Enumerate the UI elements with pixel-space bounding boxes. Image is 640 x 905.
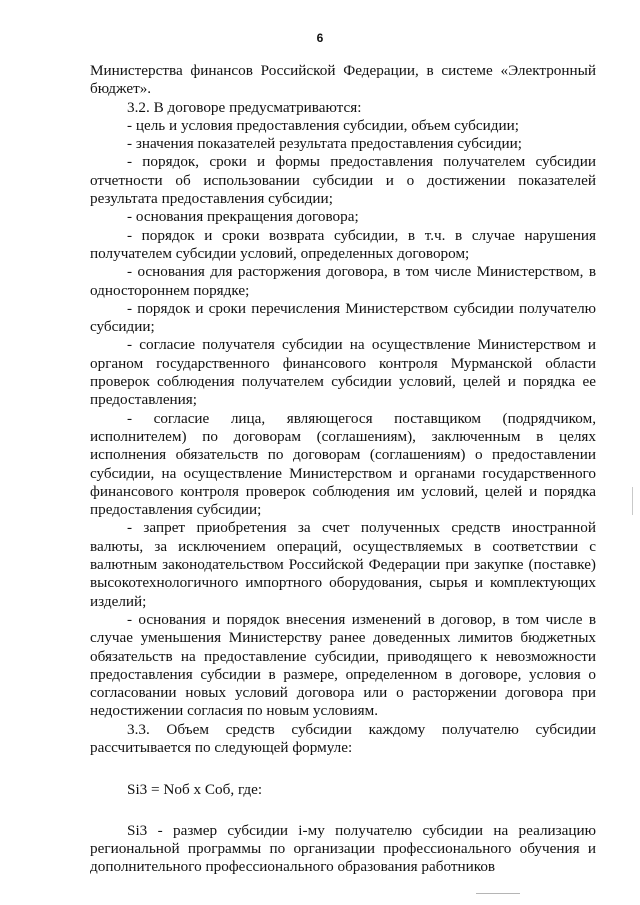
list-item: - согласие получателя субсидии на осуществление Министерством и органом государственного финансового контроля Мурманской области проверок соблюдения получателем субсидии условий, целей и порядка ее предоставления; bbox=[90, 336, 596, 409]
section-3-2-heading: 3.2. В договоре предусматриваются: bbox=[127, 98, 362, 116]
list-item: - запрет приобретения за счет полученных средств иностранной валюты, за исключением операций, осуществляемых в соответствии с валютным законодательством Российской Федерации при закупке (поставке) высокотехнологичного импортного оборудования, сырья и комплектующих изделий; bbox=[90, 519, 596, 610]
section-3-3-paragraph: 3.3. Объем средств субсидии каждому получателю субсидии рассчитывается по следующей формуле: bbox=[90, 720, 596, 756]
list-item: - согласие лица, являющегося поставщиком (подрядчиком, исполнителем) по договорам (соглашениям), заключенным в целях исполнения обязательств по договорам (соглашениям) о предоставлении субсидии, на осуществление Министерством и органами государственного финансового контроля проверок соблюдения им условий, целей и порядка предоставления субсидии; bbox=[90, 409, 596, 519]
scan-bottom-mark bbox=[476, 893, 520, 894]
list-item: - цель и условия предоставления субсидии, объем субсидии; bbox=[127, 116, 519, 134]
list-item: - основания и порядок внесения изменений в договор, в том числе в случае уменьшения Министерству ранее доведенных лимитов бюджетных обязательств на предоставление субсидии, приводящего к невозможности предоставления субсидии в размере, определенном в договоре, условия о согласовании новых условий договора или о расторжении договора при недостижении согласия по новым условиям. bbox=[90, 610, 596, 720]
list-item: - основания для расторжения договора, в том числе Министерством, в одностороннем порядке; bbox=[90, 263, 596, 299]
list-item: - порядок, сроки и формы предоставления получателем субсидии отчетности об использовании субсидии и о достижении показателей результата предоставления субсидии; bbox=[90, 153, 596, 208]
page-number: 6 bbox=[316, 31, 324, 45]
list-item: - порядок и сроки возврата субсидии, в т.ч. в случае нарушения получателем субсидии условий, определенных договором; bbox=[90, 226, 596, 262]
list-item: - основания прекращения договора; bbox=[127, 208, 359, 226]
list-item: - значения показателей результата предоставления субсидии; bbox=[127, 135, 523, 153]
formula-definition: Si3 - размер субсидии i-му получателю субсидии на реализацию региональной программы по организации профессионального обучения и дополнительного профессионального образования работников bbox=[90, 821, 596, 876]
formula: Si3 = Nоб x Cоб, где: bbox=[127, 781, 263, 799]
list-item: - порядок и сроки перечисления Министерством субсидии получателю субсидии; bbox=[90, 299, 596, 336]
paragraph-continuation: Министерства финансов Российской Федерации, в системе «Электронный бюджет». bbox=[90, 62, 596, 98]
scan-edge-mark bbox=[632, 487, 633, 515]
document-body bbox=[90, 62, 596, 876]
